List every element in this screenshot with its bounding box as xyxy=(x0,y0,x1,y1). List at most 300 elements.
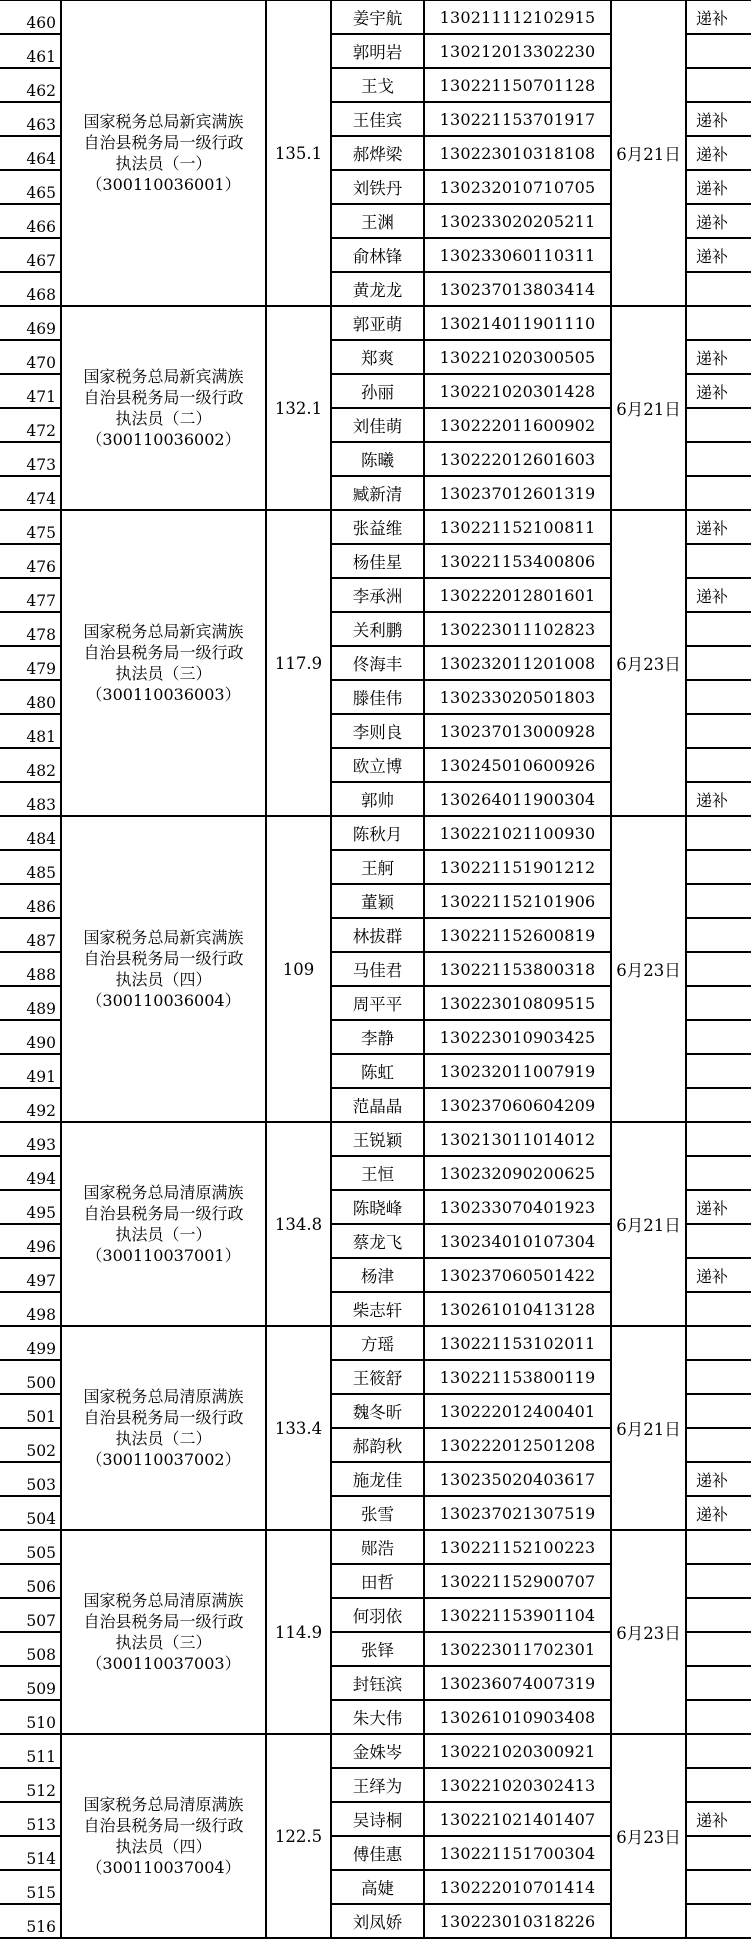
candidate-name: 滕佳伟 xyxy=(352,689,403,708)
candidate-name: 陈曦 xyxy=(361,451,394,470)
row-number: 508 xyxy=(26,1646,56,1664)
row-divider xyxy=(0,1665,61,1667)
row-divider xyxy=(331,1019,611,1021)
row-divider xyxy=(331,917,611,919)
supplement-mark xyxy=(686,1326,751,1360)
position-line: 国家税务总局新宾满族 xyxy=(83,622,244,641)
row-divider xyxy=(686,135,751,137)
row-divider xyxy=(331,1699,611,1701)
row-divider xyxy=(331,1767,611,1769)
supplement-mark xyxy=(686,952,751,986)
exam-ticket-number: 130232010710705 xyxy=(439,177,596,197)
position-line: 自治县税务局一级行政 xyxy=(83,949,244,968)
supplement-mark xyxy=(686,1360,751,1394)
supplement-mark: 递补 xyxy=(696,1470,729,1490)
column-divider xyxy=(330,0,332,1938)
supplement-mark xyxy=(686,1564,751,1598)
candidate-name: 王舸 xyxy=(361,859,394,878)
candidate-name: 王戈 xyxy=(361,77,394,96)
position-line: 自治县税务局一级行政 xyxy=(83,388,244,407)
group-divider xyxy=(0,0,751,1)
exam-ticket-number: 130237013803414 xyxy=(439,279,596,299)
row-divider xyxy=(331,1053,611,1055)
interview-date: 6月21日 xyxy=(616,1420,681,1439)
candidate-name: 田哲 xyxy=(361,1573,394,1592)
row-divider xyxy=(686,237,751,239)
row-divider xyxy=(0,1189,61,1191)
row-divider xyxy=(0,1019,61,1021)
row-divider xyxy=(0,1767,61,1769)
candidate-name: 施龙佳 xyxy=(352,1471,403,1490)
position-line: 国家税务总局新宾满族 xyxy=(83,928,244,947)
row-divider xyxy=(331,679,611,681)
row-number: 499 xyxy=(26,1340,56,1358)
supplement-mark: 递补 xyxy=(696,1266,729,1286)
min-entry-score: 109 xyxy=(282,959,315,979)
row-divider xyxy=(686,441,751,443)
candidate-name: 张益维 xyxy=(352,519,403,538)
position-name xyxy=(61,1530,266,1734)
candidate-name: 杨佳星 xyxy=(352,553,403,572)
min-entry-score: 135.1 xyxy=(274,143,323,163)
row-number: 474 xyxy=(26,490,56,508)
row-number: 504 xyxy=(26,1510,56,1528)
row-divider xyxy=(0,203,61,205)
row-number: 480 xyxy=(26,694,56,712)
row-number: 503 xyxy=(26,1476,56,1494)
supplement-mark xyxy=(686,476,751,510)
position-line: 国家税务总局新宾满族 xyxy=(83,112,244,131)
row-divider xyxy=(686,1699,751,1701)
exam-ticket-number: 130234010107304 xyxy=(439,1231,596,1251)
row-divider xyxy=(331,1189,611,1191)
row-divider xyxy=(331,33,611,35)
candidate-name: 吴诗桐 xyxy=(352,1811,403,1830)
exam-ticket-number: 130222012501208 xyxy=(439,1435,596,1455)
position-name xyxy=(61,510,266,816)
row-number: 473 xyxy=(26,456,56,474)
column-divider xyxy=(610,0,612,1938)
exam-ticket-number: 130222010701414 xyxy=(439,1877,596,1897)
row-divider xyxy=(686,67,751,69)
position-name xyxy=(61,1326,266,1530)
supplement-mark xyxy=(686,306,751,340)
supplement-mark xyxy=(686,544,751,578)
interview-date: 6月21日 xyxy=(616,1216,681,1235)
row-number: 496 xyxy=(26,1238,56,1256)
row-number: 489 xyxy=(26,1000,56,1018)
row-divider xyxy=(331,203,611,205)
row-divider xyxy=(686,407,751,409)
row-divider xyxy=(686,679,751,681)
exam-ticket-number: 130221153102011 xyxy=(439,1333,596,1353)
row-divider xyxy=(686,917,751,919)
row-divider xyxy=(686,1291,751,1293)
row-divider xyxy=(331,1563,611,1565)
row-number: 470 xyxy=(26,354,56,372)
row-divider xyxy=(686,1563,751,1565)
row-number: 510 xyxy=(26,1714,56,1732)
row-number: 495 xyxy=(26,1204,56,1222)
row-divider xyxy=(0,1461,61,1463)
row-divider xyxy=(331,1223,611,1225)
interview-date: 6月23日 xyxy=(616,655,681,674)
row-divider xyxy=(686,1427,751,1429)
position-line: 自治县税务局一级行政 xyxy=(83,1612,244,1631)
row-divider xyxy=(0,1291,61,1293)
row-divider xyxy=(0,169,61,171)
position-code: （300110036003） xyxy=(86,685,241,704)
position-line: 国家税务总局新宾满族 xyxy=(83,367,244,386)
exam-ticket-number: 130223010809515 xyxy=(439,993,596,1013)
row-number: 461 xyxy=(26,48,56,66)
candidate-name: 董颖 xyxy=(361,893,394,912)
row-divider xyxy=(331,713,611,715)
candidate-name: 高婕 xyxy=(361,1879,394,1898)
row-divider xyxy=(686,203,751,205)
row-divider xyxy=(331,1835,611,1837)
row-divider xyxy=(331,883,611,885)
row-divider xyxy=(0,781,61,783)
row-number: 484 xyxy=(26,830,56,848)
row-number: 505 xyxy=(26,1544,56,1562)
exam-ticket-number: 130221153901104 xyxy=(439,1605,596,1625)
exam-ticket-number: 130222012601603 xyxy=(439,449,596,469)
position-name xyxy=(61,306,266,510)
row-divider xyxy=(686,781,751,783)
row-divider xyxy=(0,1223,61,1225)
candidate-name: 王锐颖 xyxy=(352,1131,403,1150)
interview-date: 6月23日 xyxy=(616,1624,681,1643)
candidate-name: 方瑶 xyxy=(361,1335,394,1354)
candidate-name: 王佳宾 xyxy=(352,111,403,130)
row-number: 483 xyxy=(26,796,56,814)
row-divider xyxy=(331,1291,611,1293)
candidate-name: 佟海丰 xyxy=(352,655,403,674)
exam-ticket-number: 130237060501422 xyxy=(439,1265,596,1285)
row-divider xyxy=(686,1019,751,1021)
row-number: 479 xyxy=(26,660,56,678)
row-number: 511 xyxy=(26,1748,56,1766)
candidate-name: 孙丽 xyxy=(361,383,394,402)
row-number: 468 xyxy=(26,286,56,304)
row-number: 463 xyxy=(26,116,56,134)
row-number: 515 xyxy=(26,1884,56,1902)
row-number: 467 xyxy=(26,252,56,270)
row-divider xyxy=(0,1087,61,1089)
row-divider xyxy=(686,611,751,613)
row-divider xyxy=(686,101,751,103)
exam-ticket-number: 130221153800119 xyxy=(439,1367,596,1387)
row-divider xyxy=(0,67,61,69)
supplement-mark xyxy=(686,680,751,714)
row-divider xyxy=(686,849,751,851)
position-code: （300110037001） xyxy=(86,1246,241,1265)
supplement-mark xyxy=(686,918,751,952)
row-number: 509 xyxy=(26,1680,56,1698)
row-divider xyxy=(686,1801,751,1803)
row-divider xyxy=(686,1665,751,1667)
group-divider xyxy=(0,1121,751,1123)
row-divider xyxy=(331,1461,611,1463)
column-divider xyxy=(265,0,267,1938)
group-divider xyxy=(0,1733,751,1735)
row-divider xyxy=(0,1563,61,1565)
candidate-name: 李则良 xyxy=(352,723,403,742)
row-divider xyxy=(331,1665,611,1667)
row-divider xyxy=(331,67,611,69)
candidate-name: 郑爽 xyxy=(361,349,394,368)
exam-ticket-number: 130237013000928 xyxy=(439,721,596,741)
supplement-mark xyxy=(686,1020,751,1054)
supplement-mark xyxy=(686,1700,751,1734)
row-number: 472 xyxy=(26,422,56,440)
supplement-mark xyxy=(686,1394,751,1428)
row-divider xyxy=(0,373,61,375)
candidate-name: 刘佳萌 xyxy=(352,417,403,436)
row-divider xyxy=(686,373,751,375)
row-divider xyxy=(686,1597,751,1599)
row-divider xyxy=(0,1597,61,1599)
interview-date: 6月23日 xyxy=(616,1828,681,1847)
row-divider xyxy=(686,1393,751,1395)
interview-date: 6月23日 xyxy=(616,961,681,980)
position-name xyxy=(61,1122,266,1326)
row-divider xyxy=(0,135,61,137)
column-divider xyxy=(60,0,62,1938)
row-divider xyxy=(686,713,751,715)
position-name xyxy=(61,816,266,1122)
row-number: 475 xyxy=(26,524,56,542)
row-number: 516 xyxy=(26,1918,56,1936)
exam-ticket-number: 130232011007919 xyxy=(439,1061,596,1081)
row-divider xyxy=(686,1869,751,1871)
row-divider xyxy=(0,849,61,851)
row-divider xyxy=(331,1257,611,1259)
exam-ticket-number: 130223010903425 xyxy=(439,1027,596,1047)
supplement-mark xyxy=(686,1598,751,1632)
candidate-name: 刘凤娇 xyxy=(352,1913,403,1932)
row-divider xyxy=(686,951,751,953)
supplement-mark xyxy=(686,1836,751,1870)
candidate-name: 王恒 xyxy=(361,1165,394,1184)
candidate-name: 李静 xyxy=(361,1029,394,1048)
supplement-mark xyxy=(686,1122,751,1156)
row-divider xyxy=(331,237,611,239)
candidate-name: 姜宇航 xyxy=(352,9,403,28)
row-number: 476 xyxy=(26,558,56,576)
row-divider xyxy=(0,747,61,749)
supplement-mark xyxy=(686,816,751,850)
row-number: 494 xyxy=(26,1170,56,1188)
row-divider xyxy=(331,1359,611,1361)
position-line: 自治县税务局一级行政 xyxy=(83,1204,244,1223)
row-divider xyxy=(331,135,611,137)
row-divider xyxy=(686,883,751,885)
row-divider xyxy=(331,271,611,273)
exam-ticket-number: 130221151901212 xyxy=(439,857,596,877)
supplement-mark xyxy=(686,1734,751,1768)
exam-ticket-number: 130221152900707 xyxy=(439,1571,596,1591)
row-number: 487 xyxy=(26,932,56,950)
row-divider xyxy=(0,679,61,681)
row-divider xyxy=(331,1869,611,1871)
exam-ticket-number: 130221153400806 xyxy=(439,551,596,571)
group-divider xyxy=(0,815,751,817)
row-divider xyxy=(331,1427,611,1429)
row-divider xyxy=(686,747,751,749)
candidate-name: 封钰滨 xyxy=(352,1675,403,1694)
position-code: （300110037003） xyxy=(86,1654,241,1673)
position-name xyxy=(61,1734,266,1938)
row-divider xyxy=(686,1359,751,1361)
candidate-name: 俞林锋 xyxy=(352,247,403,266)
position-code: （300110036002） xyxy=(86,430,241,449)
supplement-mark: 递补 xyxy=(696,382,729,402)
row-divider xyxy=(331,1903,611,1905)
row-divider xyxy=(331,101,611,103)
row-divider xyxy=(0,1699,61,1701)
candidate-name: 傅佳惠 xyxy=(352,1845,403,1864)
exam-ticket-number: 130221152100811 xyxy=(439,517,596,537)
exam-ticket-number: 130221152101906 xyxy=(439,891,596,911)
exam-ticket-number: 130221020300921 xyxy=(439,1741,596,1761)
supplement-mark xyxy=(686,1904,751,1938)
exam-ticket-number: 130221021100930 xyxy=(439,823,596,843)
candidate-name: 张铎 xyxy=(361,1641,394,1660)
row-number: 485 xyxy=(26,864,56,882)
row-divider xyxy=(0,1427,61,1429)
row-divider xyxy=(686,1903,751,1905)
row-divider xyxy=(331,849,611,851)
row-divider xyxy=(0,577,61,579)
row-number: 497 xyxy=(26,1272,56,1290)
candidate-name: 李承洲 xyxy=(352,587,403,606)
position-line: 自治县税务局一级行政 xyxy=(83,1408,244,1427)
supplement-mark: 递补 xyxy=(696,586,729,606)
row-divider xyxy=(0,1053,61,1055)
row-divider xyxy=(686,475,751,477)
row-divider xyxy=(0,1495,61,1497)
column-divider xyxy=(685,0,687,1938)
candidate-name: 蔡龙飞 xyxy=(352,1233,403,1252)
row-number: 506 xyxy=(26,1578,56,1596)
row-divider xyxy=(331,373,611,375)
row-divider xyxy=(331,339,611,341)
position-line: 自治县税务局一级行政 xyxy=(83,643,244,662)
supplement-mark xyxy=(686,1088,751,1122)
exam-ticket-number: 130221150701128 xyxy=(439,75,596,95)
supplement-mark xyxy=(686,850,751,884)
row-number: 498 xyxy=(26,1306,56,1324)
supplement-mark xyxy=(686,1632,751,1666)
row-divider xyxy=(0,1257,61,1259)
candidate-name: 杨津 xyxy=(361,1267,394,1286)
row-divider xyxy=(331,985,611,987)
row-divider xyxy=(331,1155,611,1157)
position-line: 国家税务总局清原满族 xyxy=(83,1591,244,1610)
row-number: 500 xyxy=(26,1374,56,1392)
row-divider xyxy=(331,169,611,171)
position-code: （300110036004） xyxy=(86,991,241,1010)
position-code: （300110036001） xyxy=(86,175,241,194)
row-divider xyxy=(686,1223,751,1225)
row-divider xyxy=(686,1631,751,1633)
candidate-name: 关利鹏 xyxy=(352,621,403,640)
row-divider xyxy=(0,951,61,953)
position-line: 国家税务总局清原满族 xyxy=(83,1795,244,1814)
row-number: 482 xyxy=(26,762,56,780)
row-divider xyxy=(331,1597,611,1599)
row-divider xyxy=(331,611,611,613)
candidate-name: 范晶晶 xyxy=(352,1097,403,1116)
row-divider xyxy=(0,475,61,477)
row-divider xyxy=(331,1495,611,1497)
supplement-mark: 递补 xyxy=(696,518,729,538)
group-divider xyxy=(0,1529,751,1531)
row-divider xyxy=(331,1393,611,1395)
exam-ticket-number: 130237012601319 xyxy=(439,483,596,503)
row-divider xyxy=(686,985,751,987)
candidate-name: 郝烨梁 xyxy=(352,145,403,164)
exam-ticket-number: 130222012400401 xyxy=(439,1401,596,1421)
exam-ticket-number: 130223011102823 xyxy=(439,619,596,639)
supplement-mark xyxy=(686,272,751,306)
candidate-name: 金姝岑 xyxy=(352,1743,403,1762)
row-number: 469 xyxy=(26,320,56,338)
row-divider xyxy=(331,407,611,409)
supplement-mark xyxy=(686,1054,751,1088)
supplement-mark xyxy=(686,1870,751,1904)
supplement-mark: 递补 xyxy=(696,348,729,368)
row-number: 477 xyxy=(26,592,56,610)
min-entry-score: 134.8 xyxy=(274,1214,323,1234)
position-code: （300110037002） xyxy=(86,1450,241,1469)
row-divider xyxy=(0,33,61,35)
interview-date: 6月21日 xyxy=(616,400,681,419)
position-line: 执法员（二） xyxy=(115,409,212,428)
row-divider xyxy=(686,1155,751,1157)
supplement-mark xyxy=(686,442,751,476)
row-divider xyxy=(0,883,61,885)
supplement-mark xyxy=(686,1768,751,1802)
candidate-name: 臧新清 xyxy=(352,485,403,504)
exam-ticket-number: 130211112102915 xyxy=(439,7,596,27)
row-divider xyxy=(0,237,61,239)
exam-ticket-number: 130223010318226 xyxy=(439,1911,596,1931)
exam-ticket-number: 130221021401407 xyxy=(439,1809,596,1829)
group-divider xyxy=(0,1325,751,1327)
position-line: 国家税务总局清原满族 xyxy=(83,1183,244,1202)
supplement-mark: 递补 xyxy=(696,8,729,28)
exam-ticket-number: 130222011600902 xyxy=(439,415,596,435)
row-divider xyxy=(331,1801,611,1803)
exam-ticket-number: 130223010318108 xyxy=(439,143,596,163)
candidate-name: 何羽依 xyxy=(352,1607,403,1626)
position-line: 执法员（一） xyxy=(115,1225,212,1244)
row-divider xyxy=(0,1801,61,1803)
row-number: 462 xyxy=(26,82,56,100)
row-number: 514 xyxy=(26,1850,56,1868)
row-divider xyxy=(331,645,611,647)
supplement-mark: 递补 xyxy=(696,1504,729,1524)
supplement-mark: 递补 xyxy=(696,1810,729,1830)
supplement-mark xyxy=(686,68,751,102)
candidate-name: 王绎为 xyxy=(352,1777,403,1796)
candidate-name: 郭亚萌 xyxy=(352,315,403,334)
candidate-name: 朱大伟 xyxy=(352,1709,403,1728)
row-divider xyxy=(331,475,611,477)
